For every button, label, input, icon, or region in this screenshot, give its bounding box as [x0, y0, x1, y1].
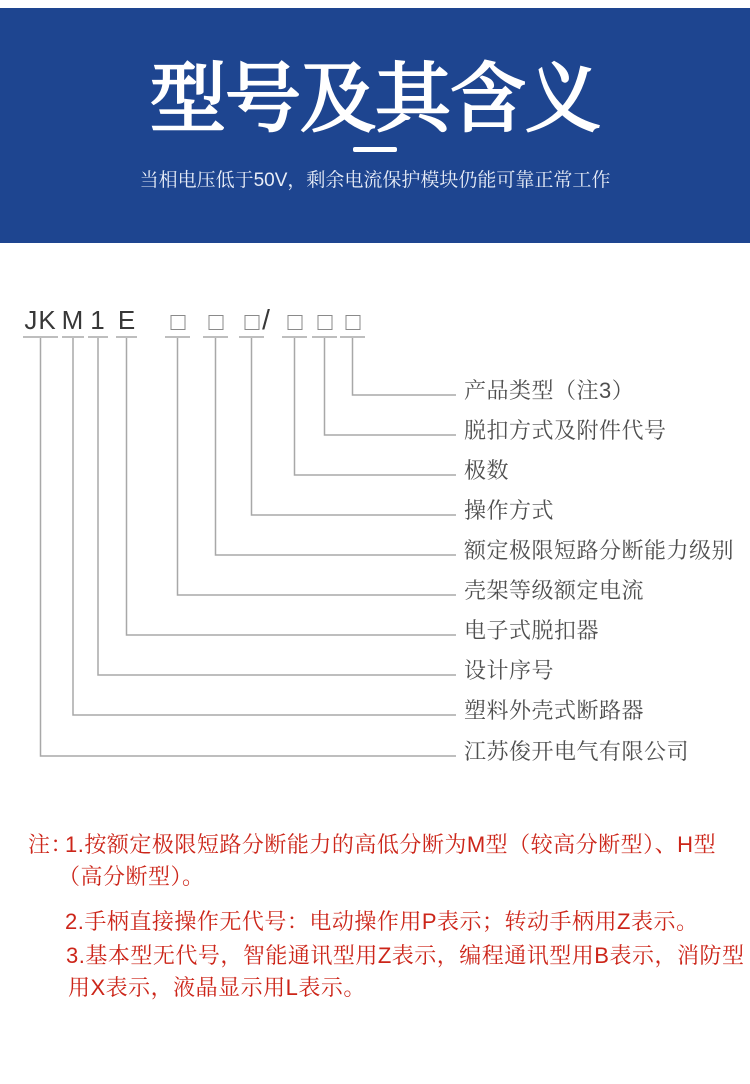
diagram-label-design-serial-number: 设计序号 [464, 658, 555, 683]
model-code-company-prefix: JK [24, 305, 57, 335]
note-3-line-1: 3.基本型无代号，智能通讯型用Z表示，编程通讯型用B表示，消防型 [66, 943, 745, 968]
note-2-line-1: 2.手柄直接操作无代号：电动操作用P表示；转动手柄用Z表示。 [65, 909, 699, 934]
note-1-line-2: （高分断型）。 [58, 864, 205, 889]
model-code-type-letter: M [61, 305, 85, 335]
model-code-box-breaking-capacity [208, 315, 223, 330]
connector-operation [252, 338, 457, 515]
diagram-label-breaking-capacity-level: 额定极限短路分断能力级别 [464, 538, 735, 563]
diagram-label-trip-mode-accessory-code: 脱扣方式及附件代号 [464, 418, 667, 443]
note-1-line-1: 1.按额定极限短路分断能力的高低分断为M型（较高分断型）、H型 [65, 832, 717, 857]
connector-trip-mode [325, 338, 457, 435]
model-code-slash: / [262, 304, 270, 335]
diagram-label-product-type: 产品类型（注3） [464, 378, 635, 403]
banner-subtitle: 当相电压低于50V，剩余电流保护模块仍能可靠正常工作 [139, 170, 611, 191]
model-code-box-trip-mode [317, 315, 332, 330]
diagram-label-mccb: 塑料外壳式断路器 [464, 698, 645, 723]
connector-product-type [353, 338, 457, 395]
connector-poles [295, 338, 457, 475]
model-code-design-number: 1 [90, 305, 106, 335]
page-title: 型号及其含义 [150, 57, 600, 142]
diagram-label-electronic-trip-unit: 电子式脱扣器 [464, 618, 600, 643]
diagram-label-company-name: 江苏俊开电气有限公司 [464, 739, 690, 764]
diagram-label-pole-number: 极数 [464, 458, 510, 483]
note-3-line-2: 用X表示，液晶显示用L表示。 [68, 975, 366, 1000]
connector-design-serial [98, 338, 456, 675]
connector-electronic-trip [127, 338, 457, 635]
diagram-label-operation-mode: 操作方式 [464, 498, 555, 523]
diagram-label-frame-rated-current: 壳架等级额定电流 [464, 578, 645, 603]
model-code-electronic-letter: E [117, 305, 137, 335]
model-code-box-poles [287, 315, 302, 330]
notes-prefix-label: 注： [28, 832, 74, 857]
connector-frame-current [178, 338, 457, 595]
model-code-box-product-type [345, 315, 360, 330]
connector-company [41, 338, 457, 756]
model-code-box-frame-current [170, 315, 185, 330]
model-code-box-operation [244, 315, 259, 330]
